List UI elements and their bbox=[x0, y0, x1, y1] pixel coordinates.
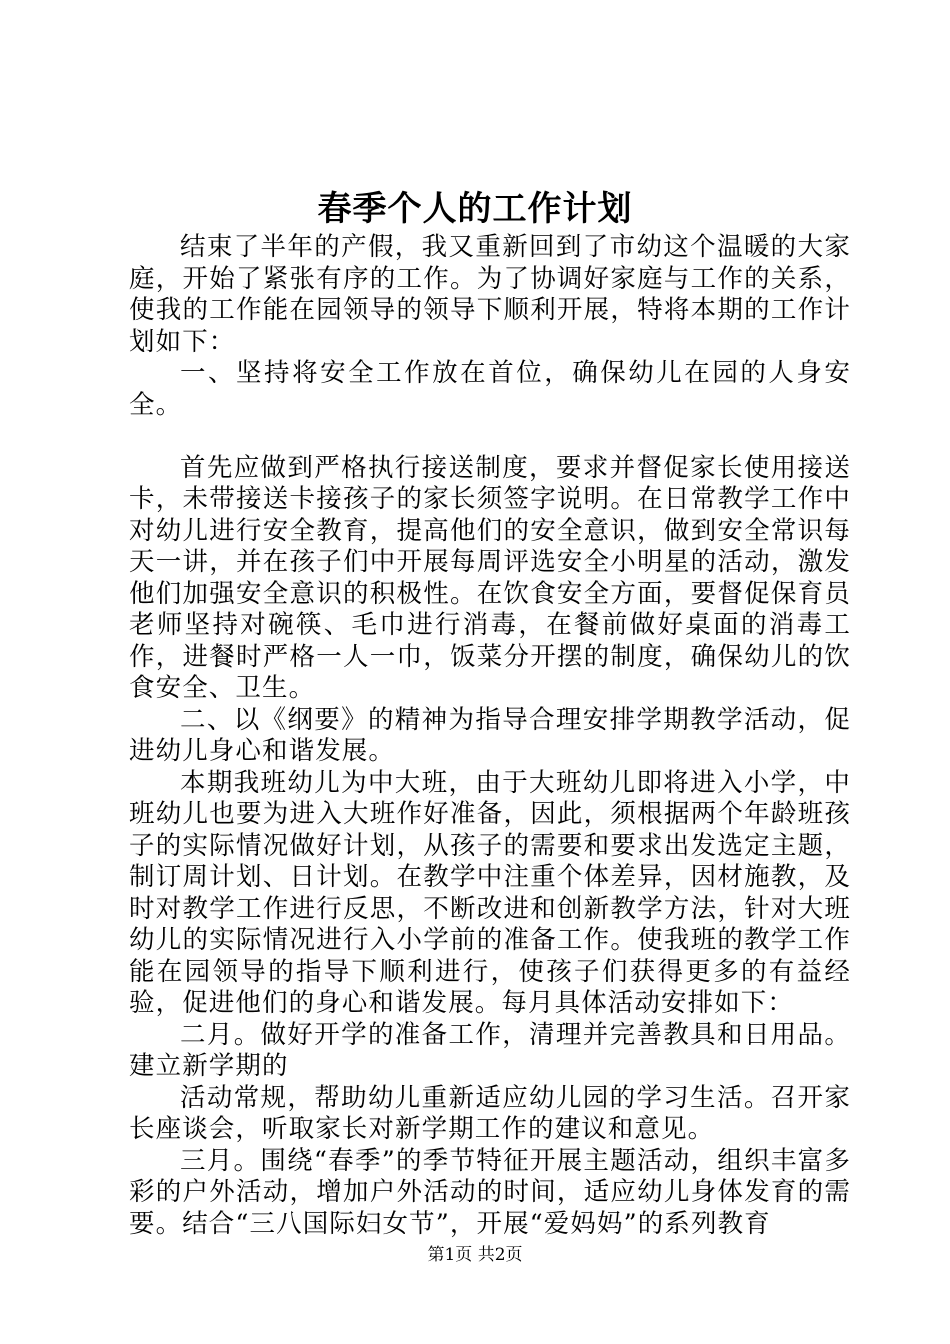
paragraph-spacer bbox=[129, 421, 851, 453]
document-title: 春季个人的工作计划 bbox=[317, 189, 633, 229]
page-footer: 第1页 共2页 bbox=[427, 1245, 523, 1265]
paragraph-heading-teaching: 二、以《纲要》的精神为指导合理安排学期教学活动，促进幼儿身心和谐发展。 bbox=[129, 704, 851, 766]
paragraph-safety-details: 首先应做到严格执行接送制度，要求并督促家长使用接送卡，未带接送卡接孩子的家长须签字说明。在日常教学工作中对幼儿进行安全教育，提高他们的安全意识，做到安全常识每天一讲，并在孩子们中开展每周评选安全小明星的活动，激发他们加强安全意识的积极性。在饮食安全方面，要督促保育员老师坚持对碗筷、毛巾进行消毒，在餐前做好桌面的消毒工作，进餐时严格一人一巾，饭菜分开摆的制度，确保幼儿的饮食安全、卫生。 bbox=[129, 452, 851, 703]
paragraph-heading-safety: 一、坚持将安全工作放在首位，确保幼儿在园的人身安全。 bbox=[129, 358, 851, 420]
paragraph-february-cont: 活动常规，帮助幼儿重新适应幼儿园的学习生活。召开家长座谈会，听取家长对新学期工作的建议和意见。 bbox=[129, 1082, 851, 1144]
paragraph-february: 二月。做好开学的准备工作，清理并完善教具和日用品。建立新学期的 bbox=[129, 1019, 851, 1081]
document-body bbox=[129, 232, 851, 1240]
paragraph-march: 三月。围绕“春季”的季节特征开展主题活动，组织丰富多彩的户外活动，增加户外活动的时间，适应幼儿身体发育的需要。结合“三八国际妇女节”，开展“爱妈妈”的系列教育 bbox=[129, 1145, 851, 1239]
paragraph-teaching-details: 本期我班幼儿为中大班，由于大班幼儿即将进入小学，中班幼儿也要为进入大班作好准备，因此，须根据两个年龄班孩子的实际情况做好计划，从孩子的需要和要求出发选定主题，制订周计划、日计划。在教学中注重个体差异，因材施教，及时对教学工作进行反思，不断改进和创新教学方法，针对大班幼儿的实际情况进行入小学前的准备工作。使我班的教学工作能在园领导的指导下顺利进行，使孩子们获得更多的有益经验，促进他们的身心和谐发展。每月具体活动安排如下： bbox=[129, 767, 851, 1018]
paragraph-intro: 结束了半年的产假，我又重新回到了市幼这个温暖的大家庭，开始了紧张有序的工作。为了协调好家庭与工作的关系，使我的工作能在园领导的领导下顺利开展，特将本期的工作计划如下： bbox=[129, 232, 851, 357]
